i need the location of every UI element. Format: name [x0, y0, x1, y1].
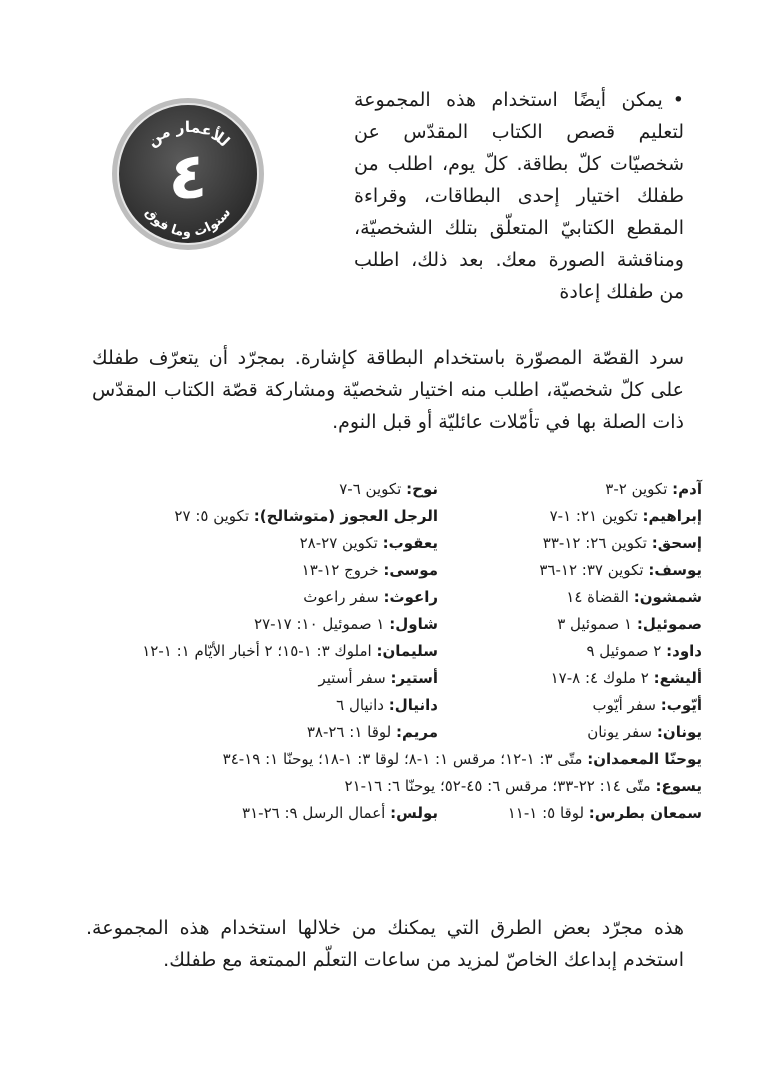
reference-verse: تكوين ٢-٣: [605, 480, 668, 498]
reference-verse: أعمال الرسل ٩: ٢٦-٣١: [242, 804, 386, 822]
bible-references-list: [42, 476, 702, 827]
reference-row: [42, 557, 702, 584]
intro-paragraph: [354, 84, 684, 308]
reference-item: [42, 692, 438, 719]
reference-name: راعوث:: [383, 588, 438, 606]
intro-text-part1: يمكن أيضًا استخدام هذه المجموعة لتعليم قصص الكتاب المقدّس عن شخصيّات كلّ بطاقة. كلّ يوم، اطلب من طفلك اختيار إحدى البطاقات، وقراءة المقطع الكتابيّ المتعلّق بتلك الشخصيّة، ومناقشة الصورة معك. بعد ذلك، اطلب من طفلك إعادة: [354, 89, 684, 303]
reference-full-row: [42, 746, 702, 773]
reference-verse: سفر راعوث: [303, 588, 379, 606]
reference-item: [42, 611, 438, 638]
reference-name: أليشع:: [653, 669, 702, 687]
reference-item: [42, 476, 438, 503]
reference-name: شمشون:: [633, 588, 702, 606]
reference-verse: املوك ٣: ١-١٥؛ ٢ أخبار الأيّام ١: ١-١٢: [142, 642, 372, 660]
reference-name: آدم:: [672, 480, 702, 498]
bullet-icon: •: [672, 89, 684, 111]
reference-row: [42, 665, 702, 692]
reference-name: يوحنّا المعمدان:: [587, 750, 702, 768]
reference-name: يوسف:: [648, 561, 702, 579]
reference-name: بولس:: [390, 804, 438, 822]
reference-item: [438, 665, 702, 692]
reference-item: [42, 800, 438, 827]
reference-name: داود:: [666, 642, 702, 660]
reference-verse: دانيال ٦: [336, 696, 384, 714]
reference-verse: متّى ٣: ١-١٢؛ مرقس ١: ١-٨؛ لوقا ٣: ١-١٨؛ يوحنّا ١: ١٩-٣٤: [222, 750, 583, 768]
reference-row: [42, 692, 702, 719]
reference-verse: لوقا ٥: ١-١١: [507, 804, 585, 822]
reference-name: سليمان:: [376, 642, 438, 660]
closing-paragraph: هذه مجرّد بعض الطرق التي يمكنك من خلالها استخدام هذه المجموعة. استخدم إبداعك الخاصّ لمزيد من ساعات التعلّم الممتعة مع طفلك.: [86, 917, 684, 971]
reference-item: [438, 476, 702, 503]
reference-item: [42, 503, 438, 530]
reference-name: إبراهيم:: [642, 507, 702, 525]
reference-item: [42, 530, 438, 557]
reference-name: موسى:: [383, 561, 438, 579]
reference-name: سمعان بطرس:: [588, 804, 702, 822]
reference-row: [42, 530, 702, 557]
reference-row: [42, 611, 702, 638]
reference-verse: تكوين ٣٧: ١٢-٣٦: [539, 561, 644, 579]
reference-verse: متّى ١٤: ٢٢-٣٣؛ مرقس ٦: ٤٥-٥٢؛ يوحنّا ٦: ١٦-٢١: [344, 777, 651, 795]
reference-full-row: [42, 773, 702, 800]
reference-name: إسحق:: [651, 534, 702, 552]
reference-item: [42, 584, 438, 611]
reference-verse: خروج ١٢-١٣: [301, 561, 379, 579]
reference-row: [42, 503, 702, 530]
reference-verse: ٢ ملوك ٤: ٨-١٧: [550, 669, 649, 687]
reference-verse: ١ صموئيل ٣: [557, 615, 633, 633]
reference-name: أستير:: [390, 669, 438, 687]
reference-item: [438, 611, 702, 638]
reference-item: [42, 557, 438, 584]
reference-row: [42, 800, 702, 827]
reference-name: صموئيل:: [636, 615, 702, 633]
reference-verse: تكوين ٦-٧: [339, 480, 402, 498]
reference-verse: تكوين ٥: ٢٧: [174, 507, 250, 525]
reference-row: [42, 638, 702, 665]
reference-verse: ٢ صموئيل ٩: [586, 642, 662, 660]
intro-paragraph-continued: سرد القصّة المصوّرة باستخدام البطاقة كإشارة. بمجرّد أن يتعرّف طفلك على كلّ شخصيّة، اطلب منه اختيار شخصيّة ومشاركة قصّة الكتاب المقدّس ذات الصلة بها في تأمّلات عائليّة أو قبل النوم.: [92, 347, 684, 433]
reference-item: [438, 584, 702, 611]
reference-row: [42, 584, 702, 611]
reference-name: يونان:: [656, 723, 702, 741]
reference-verse: سفر أستير: [318, 669, 386, 687]
reference-name: يسوع:: [655, 777, 702, 795]
reference-item: [438, 557, 702, 584]
reference-item: [42, 719, 438, 746]
badge-bottom-text: سنوات وما فوق: [141, 205, 235, 241]
reference-verse: سفر يونان: [587, 723, 653, 741]
badge-top-text: للأعمار من: [143, 117, 234, 151]
reference-name: يعقوب:: [382, 534, 438, 552]
reference-item: [438, 692, 702, 719]
reference-row: [42, 719, 702, 746]
reference-row: [42, 476, 702, 503]
badge-numeral: ٤: [168, 140, 208, 214]
reference-name: دانيال:: [388, 696, 438, 714]
reference-name: مريم:: [395, 723, 438, 741]
reference-item: [42, 638, 438, 665]
reference-item: [438, 800, 702, 827]
reference-verse: سفر أيّوب: [592, 696, 656, 714]
reference-name: نوح:: [406, 480, 438, 498]
reference-verse: ١ صموئيل ١٠: ١٧-٢٧: [254, 615, 385, 633]
reference-name: شاول:: [389, 615, 438, 633]
reference-name: أيّوب:: [660, 696, 702, 714]
reference-name: الرجل العجوز (متوشالح):: [253, 507, 438, 525]
age-badge: [108, 94, 268, 254]
reference-item: [438, 719, 702, 746]
reference-verse: تكوين ٢٧-٢٨: [299, 534, 378, 552]
reference-item: [438, 503, 702, 530]
reference-item: [438, 530, 702, 557]
reference-item: [42, 665, 438, 692]
reference-verse: تكوين ٢٦: ١٢-٣٣: [542, 534, 647, 552]
reference-verse: لوقا ١: ٢٦-٣٨: [306, 723, 392, 741]
reference-item: [438, 638, 702, 665]
reference-verse: القضاة ١٤: [566, 588, 629, 606]
reference-verse: تكوين ٢١: ١-٧: [549, 507, 638, 525]
